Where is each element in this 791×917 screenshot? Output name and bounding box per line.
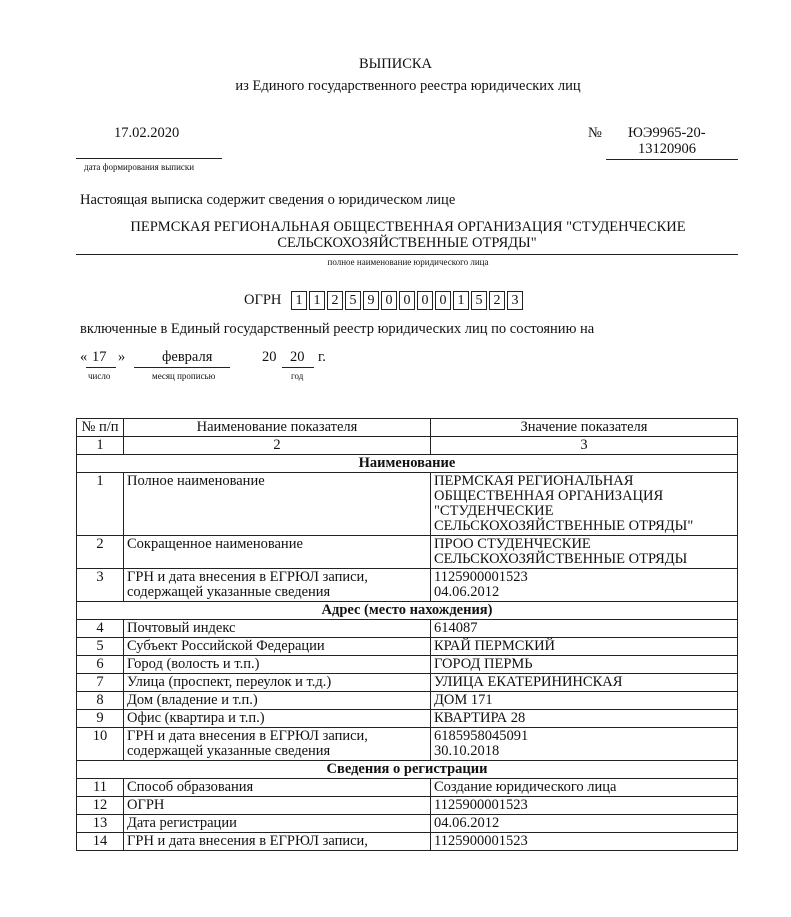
col-header-number: № п/п [77,419,124,437]
col-number-3: 3 [431,437,738,455]
grn-date: 30.10.2018 [434,743,500,759]
number-sign: № [588,125,602,141]
table-row [77,674,738,692]
row-value [431,569,738,602]
table-row [77,536,738,569]
extract-number-line2: 13120906 [638,141,696,157]
extract-number-line1: ЮЭ9965-20- [628,125,706,141]
table-row [77,797,738,815]
row-number: 2 [77,536,124,569]
table-row [77,473,738,536]
row-value: ПЕРМСКАЯ РЕГИОНАЛЬНАЯ ОБЩЕСТВЕННАЯ ОРГАНИЗАЦИЯ "СТУДЕНЧЕСКИЕ СЕЛЬСКОХОЗЯЙСТВЕННЫЕ ОТРЯДЫ" [431,473,738,536]
table-row [77,833,738,851]
row-number: 5 [77,638,124,656]
table-row [77,779,738,797]
row-value: 04.06.2012 [431,815,738,833]
section-row-name [77,455,738,473]
row-value: КВАРТИРА 28 [431,710,738,728]
row-number: 10 [77,728,124,761]
ogrn-digit: 1 [453,291,469,310]
row-value: Создание юридического лица [431,779,738,797]
row-number: 1 [77,473,124,536]
row-number: 12 [77,797,124,815]
ogrn-digit: 2 [489,291,505,310]
row-indicator: Офис (квартира и т.п.) [124,710,431,728]
row-number: 14 [77,833,124,851]
table-row [77,728,738,761]
row-indicator: Улица (проспект, переулок и т.д.) [124,674,431,692]
section-row-address [77,602,738,620]
row-indicator: Субъект Российской Федерации [124,638,431,656]
ogrn-label: ОГРН [244,292,282,308]
table-row [77,815,738,833]
extract-date: 17.02.2020 [114,125,180,141]
document-title: ВЫПИСКА [358,56,433,72]
ogrn-digit: 0 [399,291,415,310]
col-header-indicator: Наименование показателя [124,419,431,437]
included-text: включенные в Единый государственный реестр юридических лиц по состоянию на [80,321,595,337]
row-number: 8 [77,692,124,710]
state-month: февраля [162,349,213,365]
state-day: 17 [92,349,107,365]
row-number: 13 [77,815,124,833]
row-value: 1125900001523 [431,833,738,851]
row-indicator: Способ образования [124,779,431,797]
year-caption: год [291,371,304,381]
row-number: 4 [77,620,124,638]
ogrn-digit: 5 [345,291,361,310]
row-indicator: ГРН и дата внесения в ЕГРЮЛ записи, содержащей указанные сведения [124,569,431,602]
date-open-quote: « [80,349,88,365]
row-number: 7 [77,674,124,692]
row-indicator: Город (волость и т.п.) [124,656,431,674]
ogrn-digit: 2 [327,291,343,310]
row-number: 9 [77,710,124,728]
ogrn-digit: 1 [309,291,325,310]
table-row [77,638,738,656]
month-caption: месяц прописью [152,371,216,381]
state-year-suffix: 20 [290,349,305,365]
extract-date-caption: дата формирования выписки [84,162,195,172]
grn-date: 04.06.2012 [434,584,500,600]
section-row-registration [77,761,738,779]
grn-value: 6185958045091 [434,728,529,744]
row-indicator: Дом (владение и т.п.) [124,692,431,710]
row-value: ДОМ 171 [431,692,738,710]
day-caption: число [88,371,111,381]
ogrn-digit: 9 [363,291,379,310]
intro-text: Настоящая выписка содержит сведения о юридическом лице [80,192,456,208]
row-number: 11 [77,779,124,797]
ogrn-digit: 0 [417,291,433,310]
row-value: 1125900001523 [431,797,738,815]
org-full-name-line2: СЕЛЬСКОХОЗЯЙСТВЕННЫЕ ОТРЯДЫ" [277,235,537,251]
col-number-1: 1 [77,437,124,455]
row-value: ПРОО СТУДЕНЧЕСКИЕ СЕЛЬСКОХОЗЯЙСТВЕННЫЕ ОТРЯДЫ [431,536,738,569]
table-column-numbers-row [77,437,738,455]
section-title: Наименование [77,455,738,473]
date-close-quote: » [118,349,126,365]
row-value: КРАЙ ПЕРМСКИЙ [431,638,738,656]
ogrn-digit: 5 [471,291,487,310]
table-row [77,692,738,710]
row-value: ГОРОД ПЕРМЬ [431,656,738,674]
row-indicator: ГРН и дата внесения в ЕГРЮЛ записи, содержащей указанные сведения [124,728,431,761]
row-indicator: Сокращенное наименование [124,536,431,569]
ogrn-digit: 0 [381,291,397,310]
ogrn-digit: 3 [507,291,523,310]
table-header-row [77,419,738,437]
section-title: Адрес (место нахождения) [77,602,738,620]
row-value: УЛИЦА ЕКАТЕРИНИНСКАЯ [431,674,738,692]
row-value: 614087 [431,620,738,638]
state-year-prefix: 20 [262,349,277,365]
egrul-table [76,418,738,851]
org-full-name-line1: ПЕРМСКАЯ РЕГИОНАЛЬНАЯ ОБЩЕСТВЕННАЯ ОРГАНИЗАЦИЯ "СТУДЕНЧЕСКИЕ [130,219,686,235]
col-number-2: 2 [124,437,431,455]
ogrn-digit: 0 [435,291,451,310]
table-row [77,569,738,602]
table-row [77,620,738,638]
state-year-word: г. [318,349,326,365]
grn-value: 1125900001523 [434,569,528,585]
table-row [77,710,738,728]
col-header-value: Значение показателя [431,419,738,437]
document-subtitle: из Единого государственного реестра юридических лиц [235,78,581,94]
row-indicator: Дата регистрации [124,815,431,833]
row-number: 6 [77,656,124,674]
row-number: 3 [77,569,124,602]
row-indicator: ОГРН [124,797,431,815]
row-indicator: Почтовый индекс [124,620,431,638]
row-value [431,728,738,761]
section-title: Сведения о регистрации [77,761,738,779]
ogrn-digit: 1 [291,291,307,310]
org-name-caption: полное наименование юридического лица [327,257,489,267]
table-row [77,656,738,674]
row-indicator: ГРН и дата внесения в ЕГРЮЛ записи, [124,833,431,851]
row-indicator: Полное наименование [124,473,431,536]
